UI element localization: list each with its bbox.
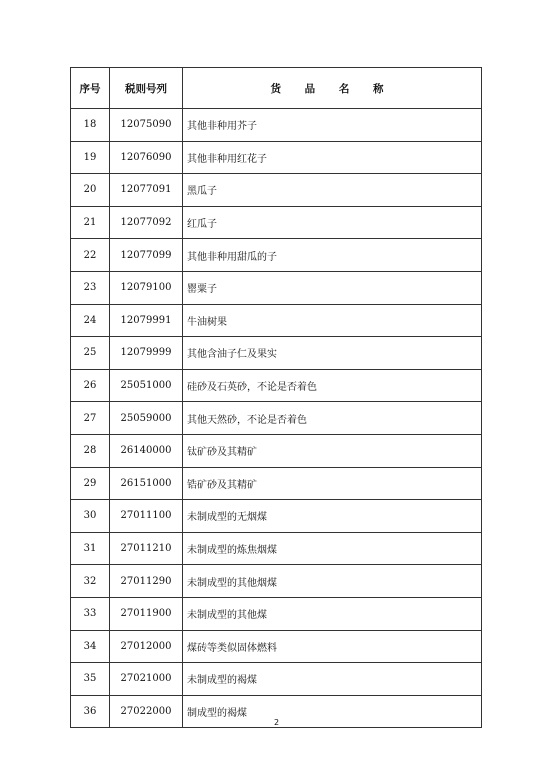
table-row (71, 434, 482, 467)
cell-serial: 18 (71, 109, 110, 142)
cell-tariff-code: 27012000 (110, 630, 183, 663)
cell-goods-name: 其他非种用芥子 (183, 109, 482, 142)
cell-goods-name: 煤砖等类似固体燃料 (183, 630, 482, 663)
cell-tariff-code: 12079991 (110, 304, 183, 337)
cell-tariff-code: 26140000 (110, 434, 183, 467)
cell-goods-name: 未制成型的其他烟煤 (183, 565, 482, 598)
cell-serial: 26 (71, 369, 110, 402)
table-row (71, 337, 482, 370)
cell-goods-name: 未制成型的其他煤 (183, 597, 482, 630)
cell-goods-name: 未制成型的褐煤 (183, 663, 482, 696)
cell-serial: 31 (71, 532, 110, 565)
cell-serial: 23 (71, 271, 110, 304)
cell-goods-name: 其他非种用甜瓜的子 (183, 239, 482, 272)
cell-tariff-code: 12079100 (110, 271, 183, 304)
cell-goods-name: 未制成型的无烟煤 (183, 500, 482, 533)
cell-tariff-code: 12075090 (110, 109, 183, 142)
cell-serial: 28 (71, 434, 110, 467)
cell-serial: 20 (71, 174, 110, 207)
table-row (71, 174, 482, 207)
table-row (71, 597, 482, 630)
cell-serial: 19 (71, 141, 110, 174)
cell-serial: 34 (71, 630, 110, 663)
table-row (71, 239, 482, 272)
cell-goods-name: 其他非种用红花子 (183, 141, 482, 174)
header-goods-name: 货 品 名 称 (183, 68, 482, 109)
cell-tariff-code: 27011100 (110, 500, 183, 533)
page-number: 2 (273, 718, 280, 727)
cell-serial: 24 (71, 304, 110, 337)
cell-serial: 35 (71, 663, 110, 696)
cell-serial: 29 (71, 467, 110, 500)
cell-tariff-code: 27021000 (110, 663, 183, 696)
table-row (71, 532, 482, 565)
table-body (71, 109, 482, 728)
table-row (71, 630, 482, 663)
table-row (71, 663, 482, 696)
cell-tariff-code: 27011290 (110, 565, 183, 598)
cell-serial: 25 (71, 337, 110, 370)
cell-tariff-code: 27011900 (110, 597, 183, 630)
cell-goods-name: 钛矿砂及其精矿 (183, 434, 482, 467)
cell-goods-name: 其他含油子仁及果实 (183, 337, 482, 370)
cell-goods-name: 牛油树果 (183, 304, 482, 337)
cell-tariff-code: 26151000 (110, 467, 183, 500)
cell-serial: 33 (71, 597, 110, 630)
table-row (71, 206, 482, 239)
cell-serial: 32 (71, 565, 110, 598)
cell-goods-name: 制成型的褐煤 (183, 695, 482, 728)
cell-serial: 30 (71, 500, 110, 533)
cell-goods-name: 锆矿砂及其精矿 (183, 467, 482, 500)
cell-goods-name: 硅砂及石英砂，不论是否着色 (183, 369, 482, 402)
cell-tariff-code: 12077092 (110, 206, 183, 239)
table-row (71, 565, 482, 598)
cell-goods-name: 黑瓜子 (183, 174, 482, 207)
table-row (71, 369, 482, 402)
cell-serial: 27 (71, 402, 110, 435)
table-row (71, 467, 482, 500)
cell-tariff-code: 25059000 (110, 402, 183, 435)
cell-goods-name: 红瓜子 (183, 206, 482, 239)
table-row (71, 141, 482, 174)
goods-table (70, 67, 482, 728)
cell-serial: 36 (71, 695, 110, 728)
cell-tariff-code: 12077099 (110, 239, 183, 272)
cell-goods-name: 其他天然砂，不论是否着色 (183, 402, 482, 435)
table-row (71, 500, 482, 533)
table-row (71, 402, 482, 435)
cell-tariff-code: 27022000 (110, 695, 183, 728)
cell-goods-name: 罂粟子 (183, 271, 482, 304)
header-serial: 序号 (71, 68, 110, 109)
table-row (71, 304, 482, 337)
cell-tariff-code: 12079999 (110, 337, 183, 370)
header-tariff-code: 税则号列 (110, 68, 183, 109)
table-header-row (71, 68, 482, 109)
cell-serial: 21 (71, 206, 110, 239)
cell-tariff-code: 25051000 (110, 369, 183, 402)
table-row (71, 109, 482, 142)
cell-tariff-code: 27011210 (110, 532, 183, 565)
cell-serial: 22 (71, 239, 110, 272)
table-row (71, 271, 482, 304)
cell-goods-name: 未制成型的炼焦烟煤 (183, 532, 482, 565)
cell-tariff-code: 12076090 (110, 141, 183, 174)
cell-tariff-code: 12077091 (110, 174, 183, 207)
